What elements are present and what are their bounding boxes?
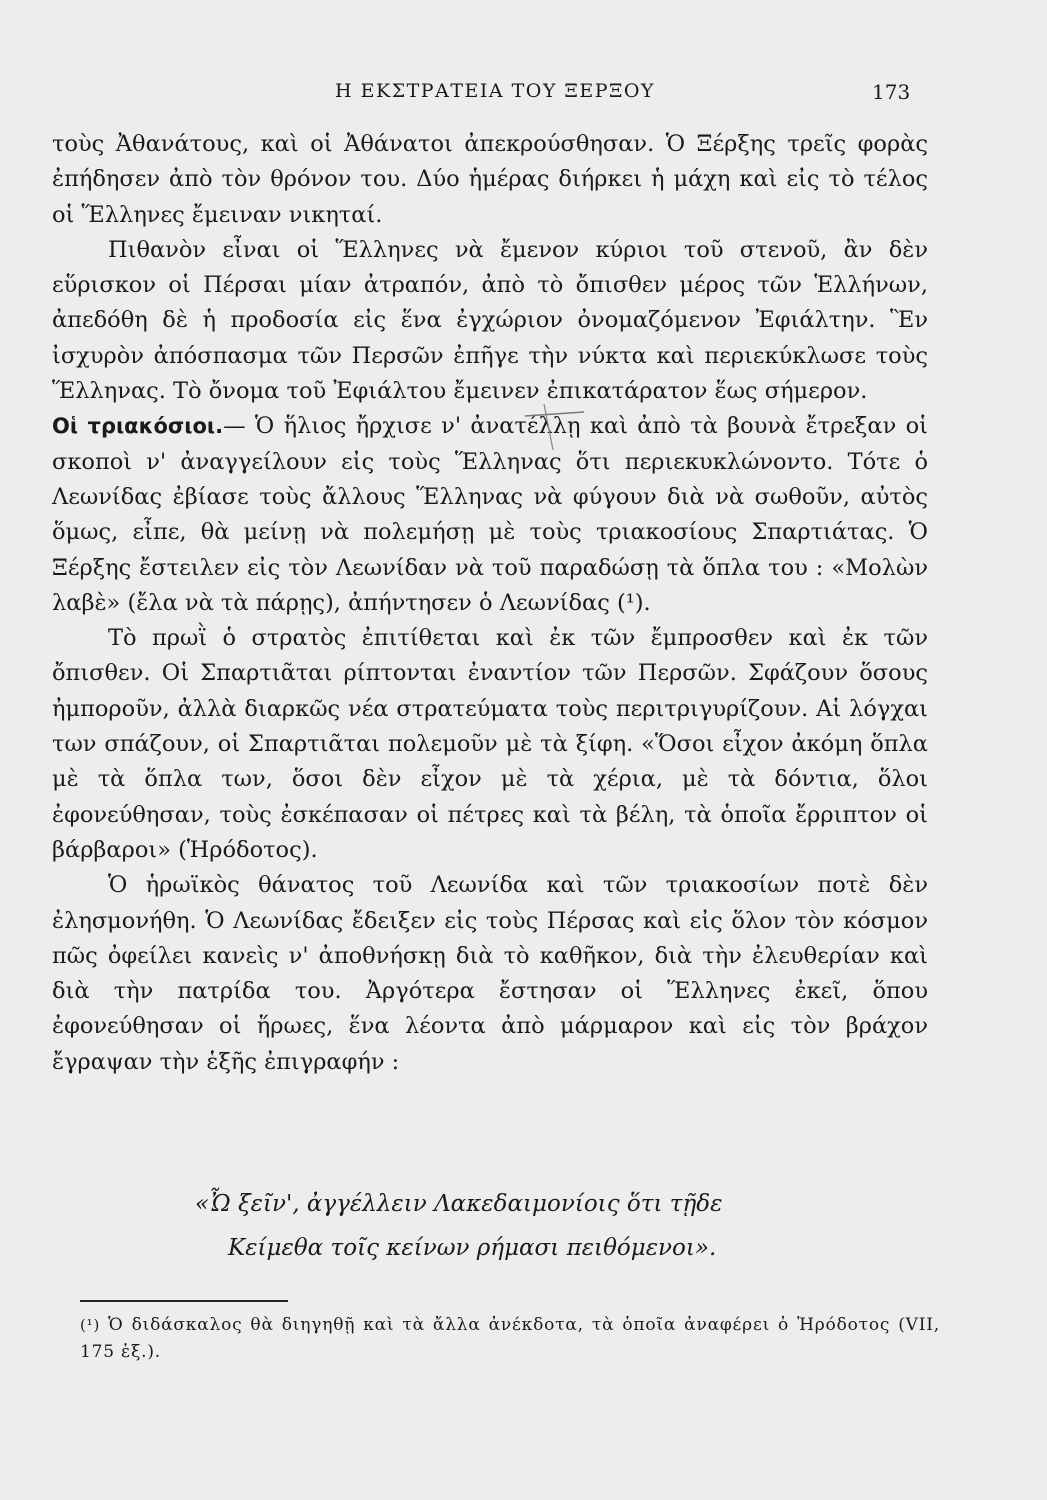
section-heading: Οἱ τριακόσιοι. <box>52 414 224 439</box>
running-title: Η ΕΚΣΤΡΑΤΕΙΑ ΤΟΥ ΞΕΡΞΟΥ <box>335 80 655 102</box>
epigram-line-2: Κείμεθα τοῖς κείνων ρήμασι πειθόμενοι». <box>228 1235 717 1261</box>
footnote <box>80 1312 940 1366</box>
page-number: 173 <box>872 80 911 104</box>
page-header <box>0 80 1047 110</box>
paragraph-battle: Τὸ πρωῒ ὁ στρατὸς ἐπιτίθεται καὶ ἐκ τῶν ἔμπροσθεν καὶ ἐκ τῶν ὄπισθεν. Οἱ Σπαρτιᾶται ρίπτονται ἐναντίον τῶν Περσῶν. Σφάζουν ὅσους ἠμποροῦν, ἀλλὰ διαρκῶς νέα στρατεύματα τοὺς περιτριγυρίζουν. Αἱ λόγχαι των σπάζουν, οἱ Σπαρτιᾶται πολεμοῦν μὲ τὰ ξίφη. «Ὅσοι εἶχον ἀκόμη ὅπλα μὲ τὰ ὅπλα των, ὅσοι δὲν εἶχον μὲ τὰ χέρια, μὲ τὰ δόντια, ὅλοι ἐφονεύθησαν, τοὺς ἐσκέπασαν οἱ πέτρες καὶ τὰ βέλη, τὰ ὁποῖα ἔρριπτον οἱ βάρβαροι» (Ἡρόδοτος). <box>52 625 928 863</box>
pencil-mark <box>520 402 590 454</box>
epigram-line-1: «Ὦ ξεῖν', ἀγγέλλειν Λακεδαιμονίοις ὅτι τῇδε <box>195 1191 723 1217</box>
paragraph-legacy: Ὁ ἡρωϊκὸς θάνατος τοῦ Λεωνίδα καὶ τῶν τριακοσίων ποτὲ δὲν ἐλησμονήθη. Ὁ Λεωνίδας ἔδειξεν εἰς τοὺς Πέρσας καὶ εἰς ὅλον τὸν κόσμον πῶς ὀφείλει κανεὶς ν' ἀποθνήσκῃ διὰ τὸ καθῆκον, διὰ τὴν ἐλευθερίαν καὶ διὰ τὴν πατρίδα του. Ἀργότερα ἔστησαν οἱ Ἕλληνες ἐκεῖ, ὅπου ἐφονεύθησαν οἱ ἥρωες, ἕνα λέοντα ἀπὸ μάρμαρον καὶ εἰς τὸν βράχον ἔγραψαν τὴν ἑξῆς ἐπιγραφήν : <box>52 872 928 1075</box>
footnote-mark: (¹) <box>80 1316 101 1334</box>
paragraph-three-hundred-text: — Ὁ ἥλιος ἤρχισε ν' ἀνατέλλῃ καὶ ἀπὸ τὰ βουνὰ ἔτρεξαν οἱ σκοποὶ ν' ἀναγγείλουν εἰς τοὺς Ἕλληνας ὅτι περιεκυκλώνοντο. Τότε ὁ Λεωνίδας ἐβίασε τοὺς ἄλλους Ἕλληνας νὰ φύγουν διὰ νὰ σωθοῦν, αὐτὸς ὅμως, εἶπε, θὰ μείνῃ νὰ πολεμήσῃ μὲ τοὺς τριακοσίους Σπαρτιάτας. Ὁ Ξέρξης ἔστειλεν εἰς τὸν Λεωνίδαν νὰ τοῦ παραδώσῃ τὰ ὅπλα του : «Μολὼν λαβὲ» (ἔλα νὰ τὰ πάρῃς), ἀπήντησεν ὁ Λεωνίδας <box>52 413 928 616</box>
epigram <box>180 1182 880 1270</box>
footnote-divider <box>80 1300 288 1302</box>
paragraph-ephialtes: Πιθανὸν εἶναι οἱ Ἕλληνες νὰ ἔμενον κύριοι τοῦ στενοῦ, ἂν δὲν εὕρισκον οἱ Πέρσαι μίαν ἀτραπόν, ἀπὸ τὸ ὄπισθεν μέρος τῶν Ἑλλήνων, ἀπεδόθη δὲ ἡ προδοσία εἰς ἕνα ἐγχώριον ὀνομαζόμενον Ἐφιάλτην. Ἓν ἰσχυρὸν ἀπόσπασμα τῶν Περσῶν ἐπῆγε τὴν νύκτα καὶ περιεκύκλωσε τοὺς Ἕλληνας. Τὸ ὄνομα τοῦ Ἐφιάλτου ἔμεινεν ἐπικατάρατον ἕως σήμερον. <box>52 236 928 405</box>
footnote-text: Ὁ διδάσκαλος θὰ διηγηθῇ καὶ τὰ ἄλλα ἀνέκδοτα, τὰ ὁποῖα ἀναφέρει ὁ Ἡρόδοτος (VII, 175 ἑξ.). <box>80 1315 940 1362</box>
body-text <box>52 127 928 1080</box>
paragraph-three-hundred <box>52 409 928 621</box>
footnote-reference: (¹). <box>616 589 651 616</box>
paragraph-continuation: τοὺς Ἀθανάτους, καὶ οἱ Ἀθάνατοι ἀπεκρούσθησαν. Ὁ Ξέρξης τρεῖς φορὰς ἐπήδησεν ἀπὸ τὸν θρόνον του. Δύο ἡμέρας διήρκει ἡ μάχη καὶ εἰς τὸ τέλος οἱ Ἕλληνες ἔμειναν νικηταί. <box>52 131 928 228</box>
